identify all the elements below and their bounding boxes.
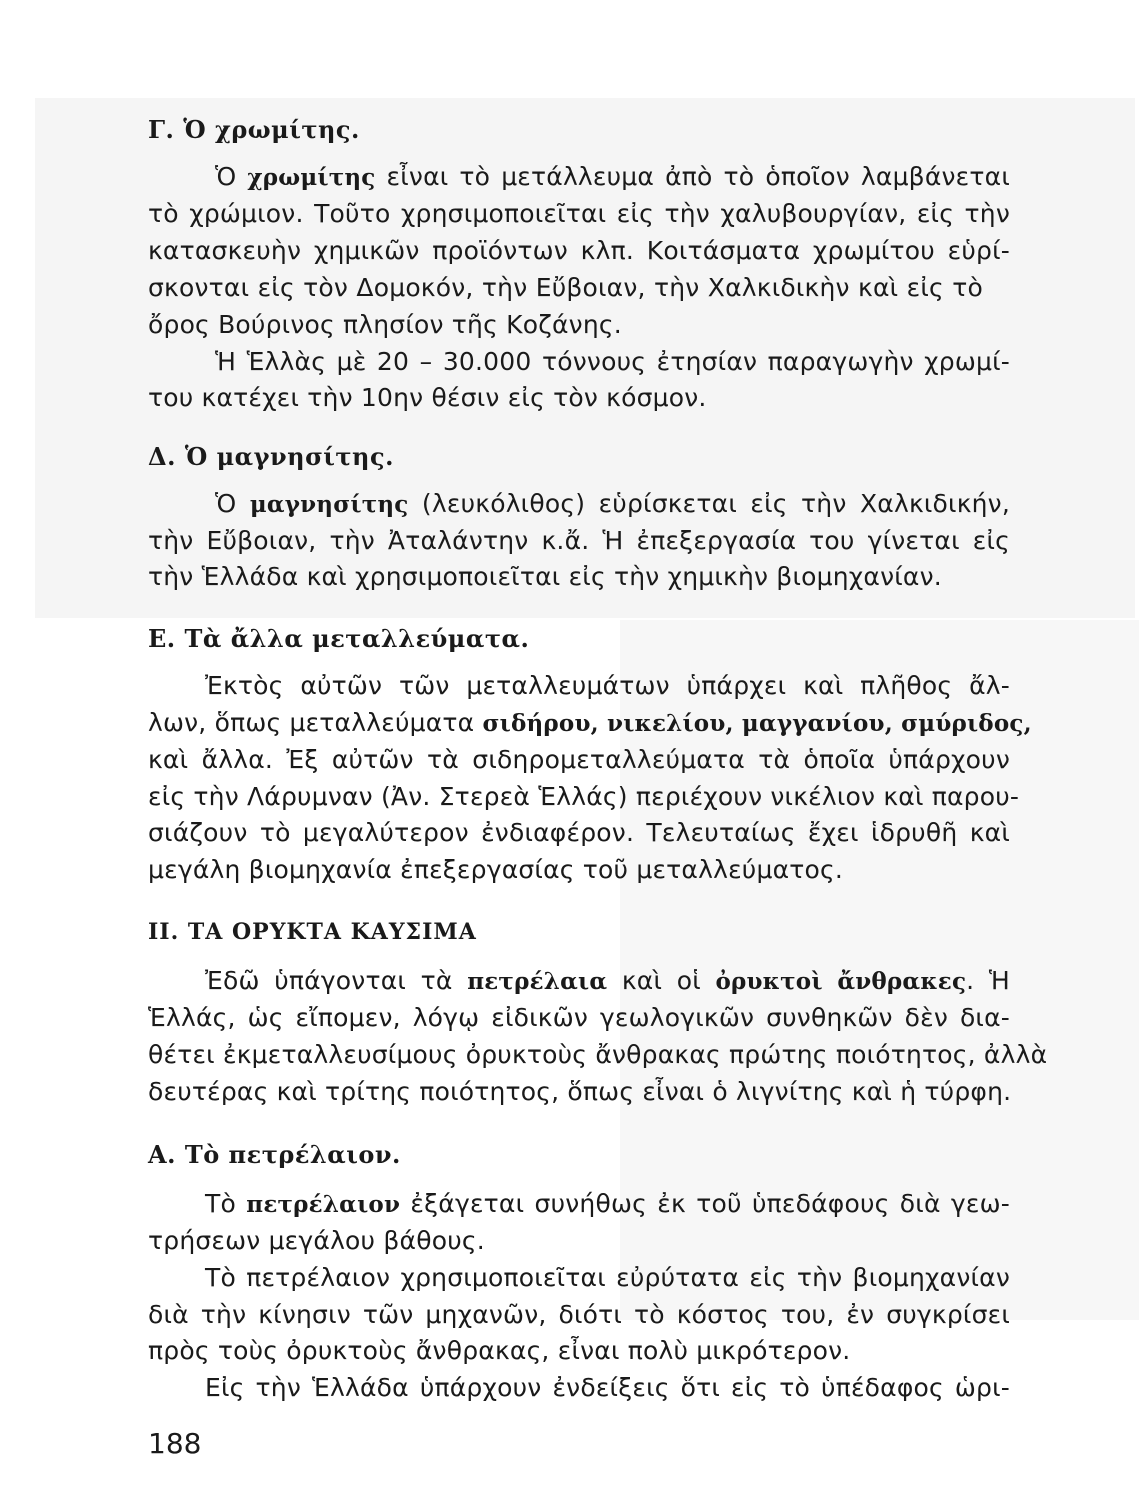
heading-magnesite: Δ. Ὁ μαγνησίτης. — [148, 442, 394, 471]
petroleum-line-4: διὰ τὴν κίνησιν τῶν μηχανῶν, διότι τὸ κόστος του, ἐν συγκρίσει — [148, 1300, 1010, 1329]
chromite-line-1: Ὁ χρωμίτης εἶναι τὸ μετάλλευμα ἀπὸ τὸ ὁποῖον λαμβάνεται — [215, 162, 1010, 191]
term-petroleum-plural: πετρέλαια — [467, 968, 608, 995]
petroleum-line-6: Εἰς τὴν Ἑλλάδα ὑπάρχουν ἐνδείξεις ὅτι εἰς τὸ ὑπέδαφος ὡρι- — [205, 1373, 1010, 1402]
petroleum-line-1: Τὸ πετρέλαιον ἐξάγεται συνήθως ἐκ τοῦ ὑπεδάφους διὰ γεω- — [205, 1189, 1010, 1218]
chromite-line-2: τὸ χρώμιον. Τοῦτο χρησιμοποιεῖται εἰς τὴν χαλυβουργίαν, εἰς τὴν — [148, 199, 1010, 228]
petroleum-line-2: τρήσεων μεγάλου βάθους. — [148, 1226, 485, 1255]
heading-other-ores: Ε. Τὰ ἄλλα μεταλλεύματα. — [148, 624, 530, 653]
magnesite-line-2: τὴν Εὔβοιαν, τὴν Ἀταλάντην κ.ἄ. Ἡ ἐπεξεργασία του γίνεται εἰς — [148, 526, 1010, 555]
term-magnesite: μαγνησίτης — [249, 491, 409, 518]
fuels-line-3: θέτει ἐκμεταλλευσίμους ὀρυκτοὺς ἄνθρακας πρώτης ποιότητος, ἀλλὰ — [148, 1040, 1048, 1069]
fuels-line-2: Ἑλλάς, ὡς εἴπομεν, λόγῳ εἰδικῶν γεωλογικῶν συνθηκῶν δὲν δια- — [148, 1003, 1010, 1032]
petroleum-line-3: Τὸ πετρέλαιον χρησιμοποιεῖται εὐρύτατα εἰς τὴν βιομηχανίαν — [205, 1263, 1010, 1292]
chromite-line-4: σκονται εἰς τὸν Δομοκόν, τὴν Εὔβοιαν, τὴν Χαλκιδικὴν καὶ εἰς τὸ — [148, 273, 983, 302]
term-ores-list: σιδήρου, νικελίου, μαγγανίου, σμύριδος, — [482, 710, 1032, 737]
other-line-3: καὶ ἄλλα. Ἐξ αὐτῶν τὰ σιδηρομεταλλεύματα τὰ ὁποῖα ὑπάρχουν — [148, 745, 1010, 774]
heading-petroleum: Α. Τὸ πετρέλαιον. — [148, 1140, 401, 1169]
fuels-line-4: δευτέρας καὶ τρίτης ποιότητος, ὅπως εἶναι ὁ λιγνίτης καὶ ἡ τύρφη. — [148, 1077, 1012, 1106]
other-line-6: μεγάλη βιομηχανία ἐπεξεργασίας τοῦ μεταλλεύματος. — [148, 855, 844, 884]
heading-mineral-fuels: ΙΙ. ΤΑ ΟΡΥΚΤΑ ΚΑΥΣΙΜΑ — [148, 919, 477, 945]
page-number: 188 — [148, 1427, 202, 1460]
term-petroleum: πετρέλαιον — [246, 1191, 401, 1218]
chromite-line-3: κατασκευὴν χημικῶν προϊόντων κλπ. Κοιτάσματα χρωμίτου εὑρί- — [148, 236, 1010, 265]
chromite-line-5: ὄρος Βούρινος πλησίον τῆς Κοζάνης. — [148, 310, 622, 339]
other-line-4: εἰς τὴν Λάρυμναν (Ἀν. Στερεὰ Ἑλλάς) περιέχουν νικέλιον καὶ παρου- — [148, 782, 1020, 811]
term-chromite: χρωμίτης — [247, 164, 376, 191]
other-line-1: Ἐκτὸς αὐτῶν τῶν μεταλλευμάτων ὑπάρχει καὶ πλῆθος ἄλ- — [205, 671, 1010, 700]
term-coal: ὀρυκτοὶ ἄνθρακες — [715, 968, 967, 995]
fuels-line-1: Ἐδῶ ὑπάγονται τὰ πετρέλαια καὶ οἱ ὀρυκτοὶ ἄνθρακες. Ἡ — [205, 966, 1010, 995]
other-line-2: λων, ὅπως μεταλλεύματα σιδήρου, νικελίου, μαγγανίου, σμύριδος, — [148, 708, 1032, 737]
magnesite-line-1: Ὁ μαγνησίτης (λευκόλιθος) εὑρίσκεται εἰς τὴν Χαλκιδικήν, — [215, 489, 1010, 518]
magnesite-line-3: τὴν Ἑλλάδα καὶ χρησιμοποιεῖται εἰς τὴν χημικὴν βιομηχανίαν. — [148, 562, 942, 591]
petroleum-line-5: πρὸς τοὺς ὀρυκτοὺς ἄνθρακας, εἶναι πολὺ μικρότερον. — [148, 1336, 851, 1365]
heading-chromite: Γ. Ὁ χρωμίτης. — [148, 115, 360, 144]
chromite-line-6: Ἡ Ἑλλὰς μὲ 20 – 30.000 τόννους ἐτησίαν παραγωγὴν χρωμί- — [215, 347, 1010, 376]
chromite-line-7: του κατέχει τὴν 10ην θέσιν εἰς τὸν κόσμον. — [148, 383, 707, 412]
other-line-5: σιάζουν τὸ μεγαλύτερον ἐνδιαφέρον. Τελευταίως ἔχει ἱδρυθῆ καὶ — [148, 818, 1010, 847]
